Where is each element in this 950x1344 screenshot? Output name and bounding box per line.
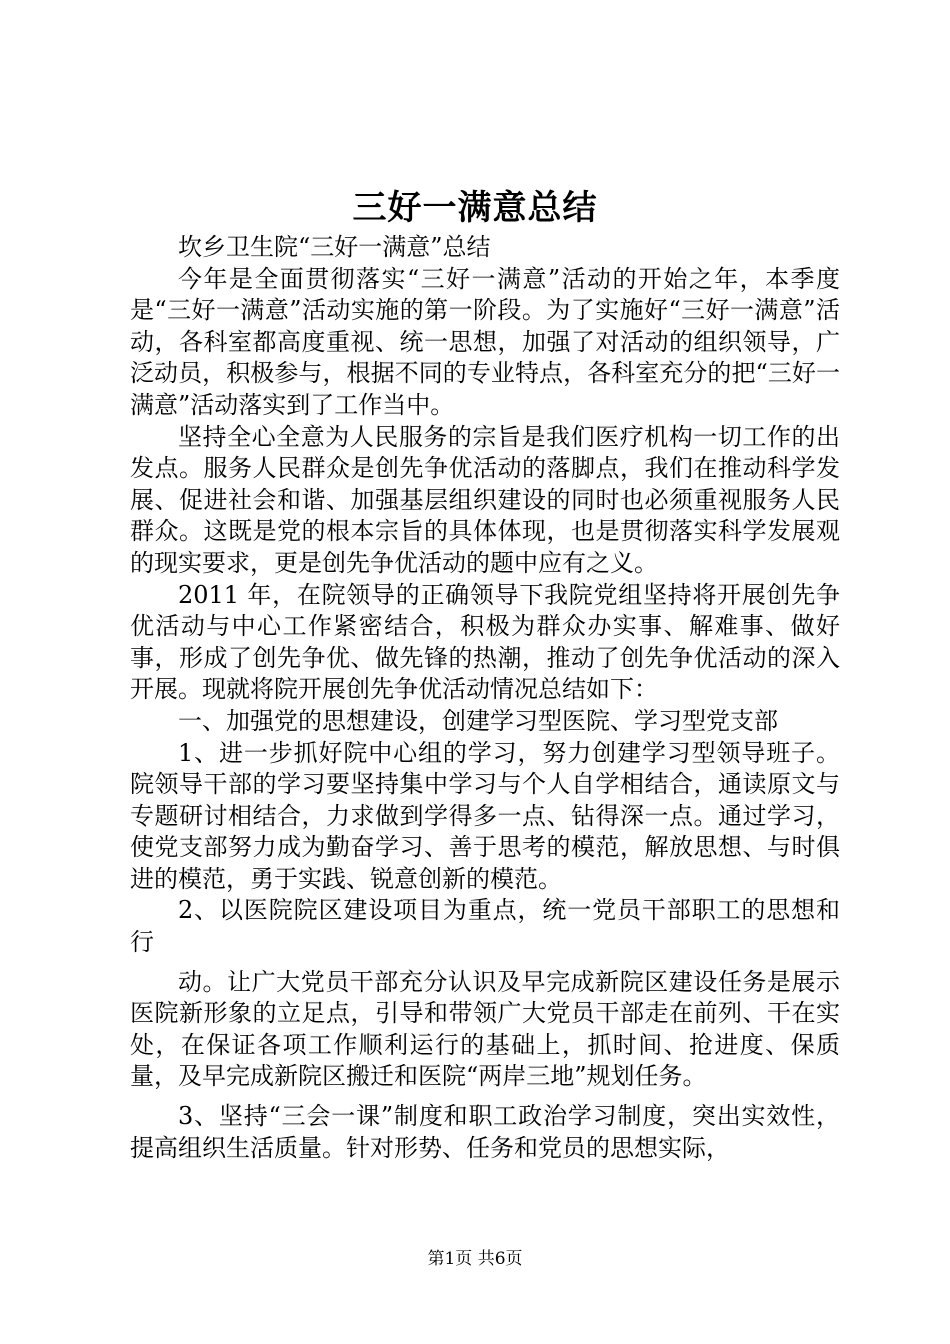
- paragraph: 1、进一步抓好院中心组的学习，努力创建学习型领导班子。院领导干部的学习要坚持集中学习与个人自学相结合，通读原文与专题研讨相结合，力求做到学得多一点、钻得深一点。通过学习，使党支部努力成为勤奋学习、善于思考的模范，解放思想、与时俱进的模范，勇于实践、锐意创新的模范。: [130, 738, 840, 893]
- paragraph-subtitle: 坎乡卫生院“三好一满意”总结: [178, 233, 491, 261]
- paragraph: 2011 年，在院领导的正确领导下我院党组坚持将开展创先争优活动与中心工作紧密结合，积极为群众办实事、解难事、做好事，形成了创先争优、做先锋的热潮，推动了创先争优活动的深入开展。现就将院开展创先争优活动情况总结如下：: [130, 580, 840, 704]
- paragraph: 3、坚持“三会一课”制度和职工政治学习制度，突出实效性，提高组织生活质量。针对形势、任务和党员的思想实际，: [130, 1102, 840, 1162]
- paragraph: 坚持全心全意为人民服务的宗旨是我们医疗机构一切工作的出发点。服务人民群众是创先争优活动的落脚点，我们在推动科学发展、促进社会和谐、加强基层组织建设的同时也必须重视服务人民群众。这既是党的根本宗旨的具体体现，也是贯彻落实科学发展观的现实要求，更是创先争优活动的题中应有之义。: [130, 422, 840, 577]
- document-title: 三好一满意总结: [352, 188, 598, 228]
- paragraph: 今年是全面贯彻落实“三好一满意”活动的开始之年，本季度是“三好一满意”活动实施的第一阶段。为了实施好“三好一满意”活动，各科室都高度重视、统一思想，加强了对活动的组织领导，广泛动员，积极参与，根据不同的专业特点，各科室充分的把“三好一满意”活动落实到了工作当中。: [130, 264, 840, 419]
- document-body: [130, 232, 840, 1164]
- page-footer: 第1页 共6页: [427, 1249, 523, 1269]
- paragraph: 动。让广大党员干部充分认识及早完成新院区建设任务是展示医院新形象的立足点，引导和带领广大党员干部走在前列、干在实处，在保证各项工作顺利运行的基础上，抓时间、抢进度、保质量，及早完成新院区搬迁和医院“两岸三地”规划任务。: [130, 967, 840, 1091]
- paragraph: 2、以医院院区建设项目为重点，统一党员干部职工的思想和行: [130, 896, 840, 957]
- section-heading: 一、加强党的思想建设，创建学习型医院、学习型党支部: [178, 706, 778, 735]
